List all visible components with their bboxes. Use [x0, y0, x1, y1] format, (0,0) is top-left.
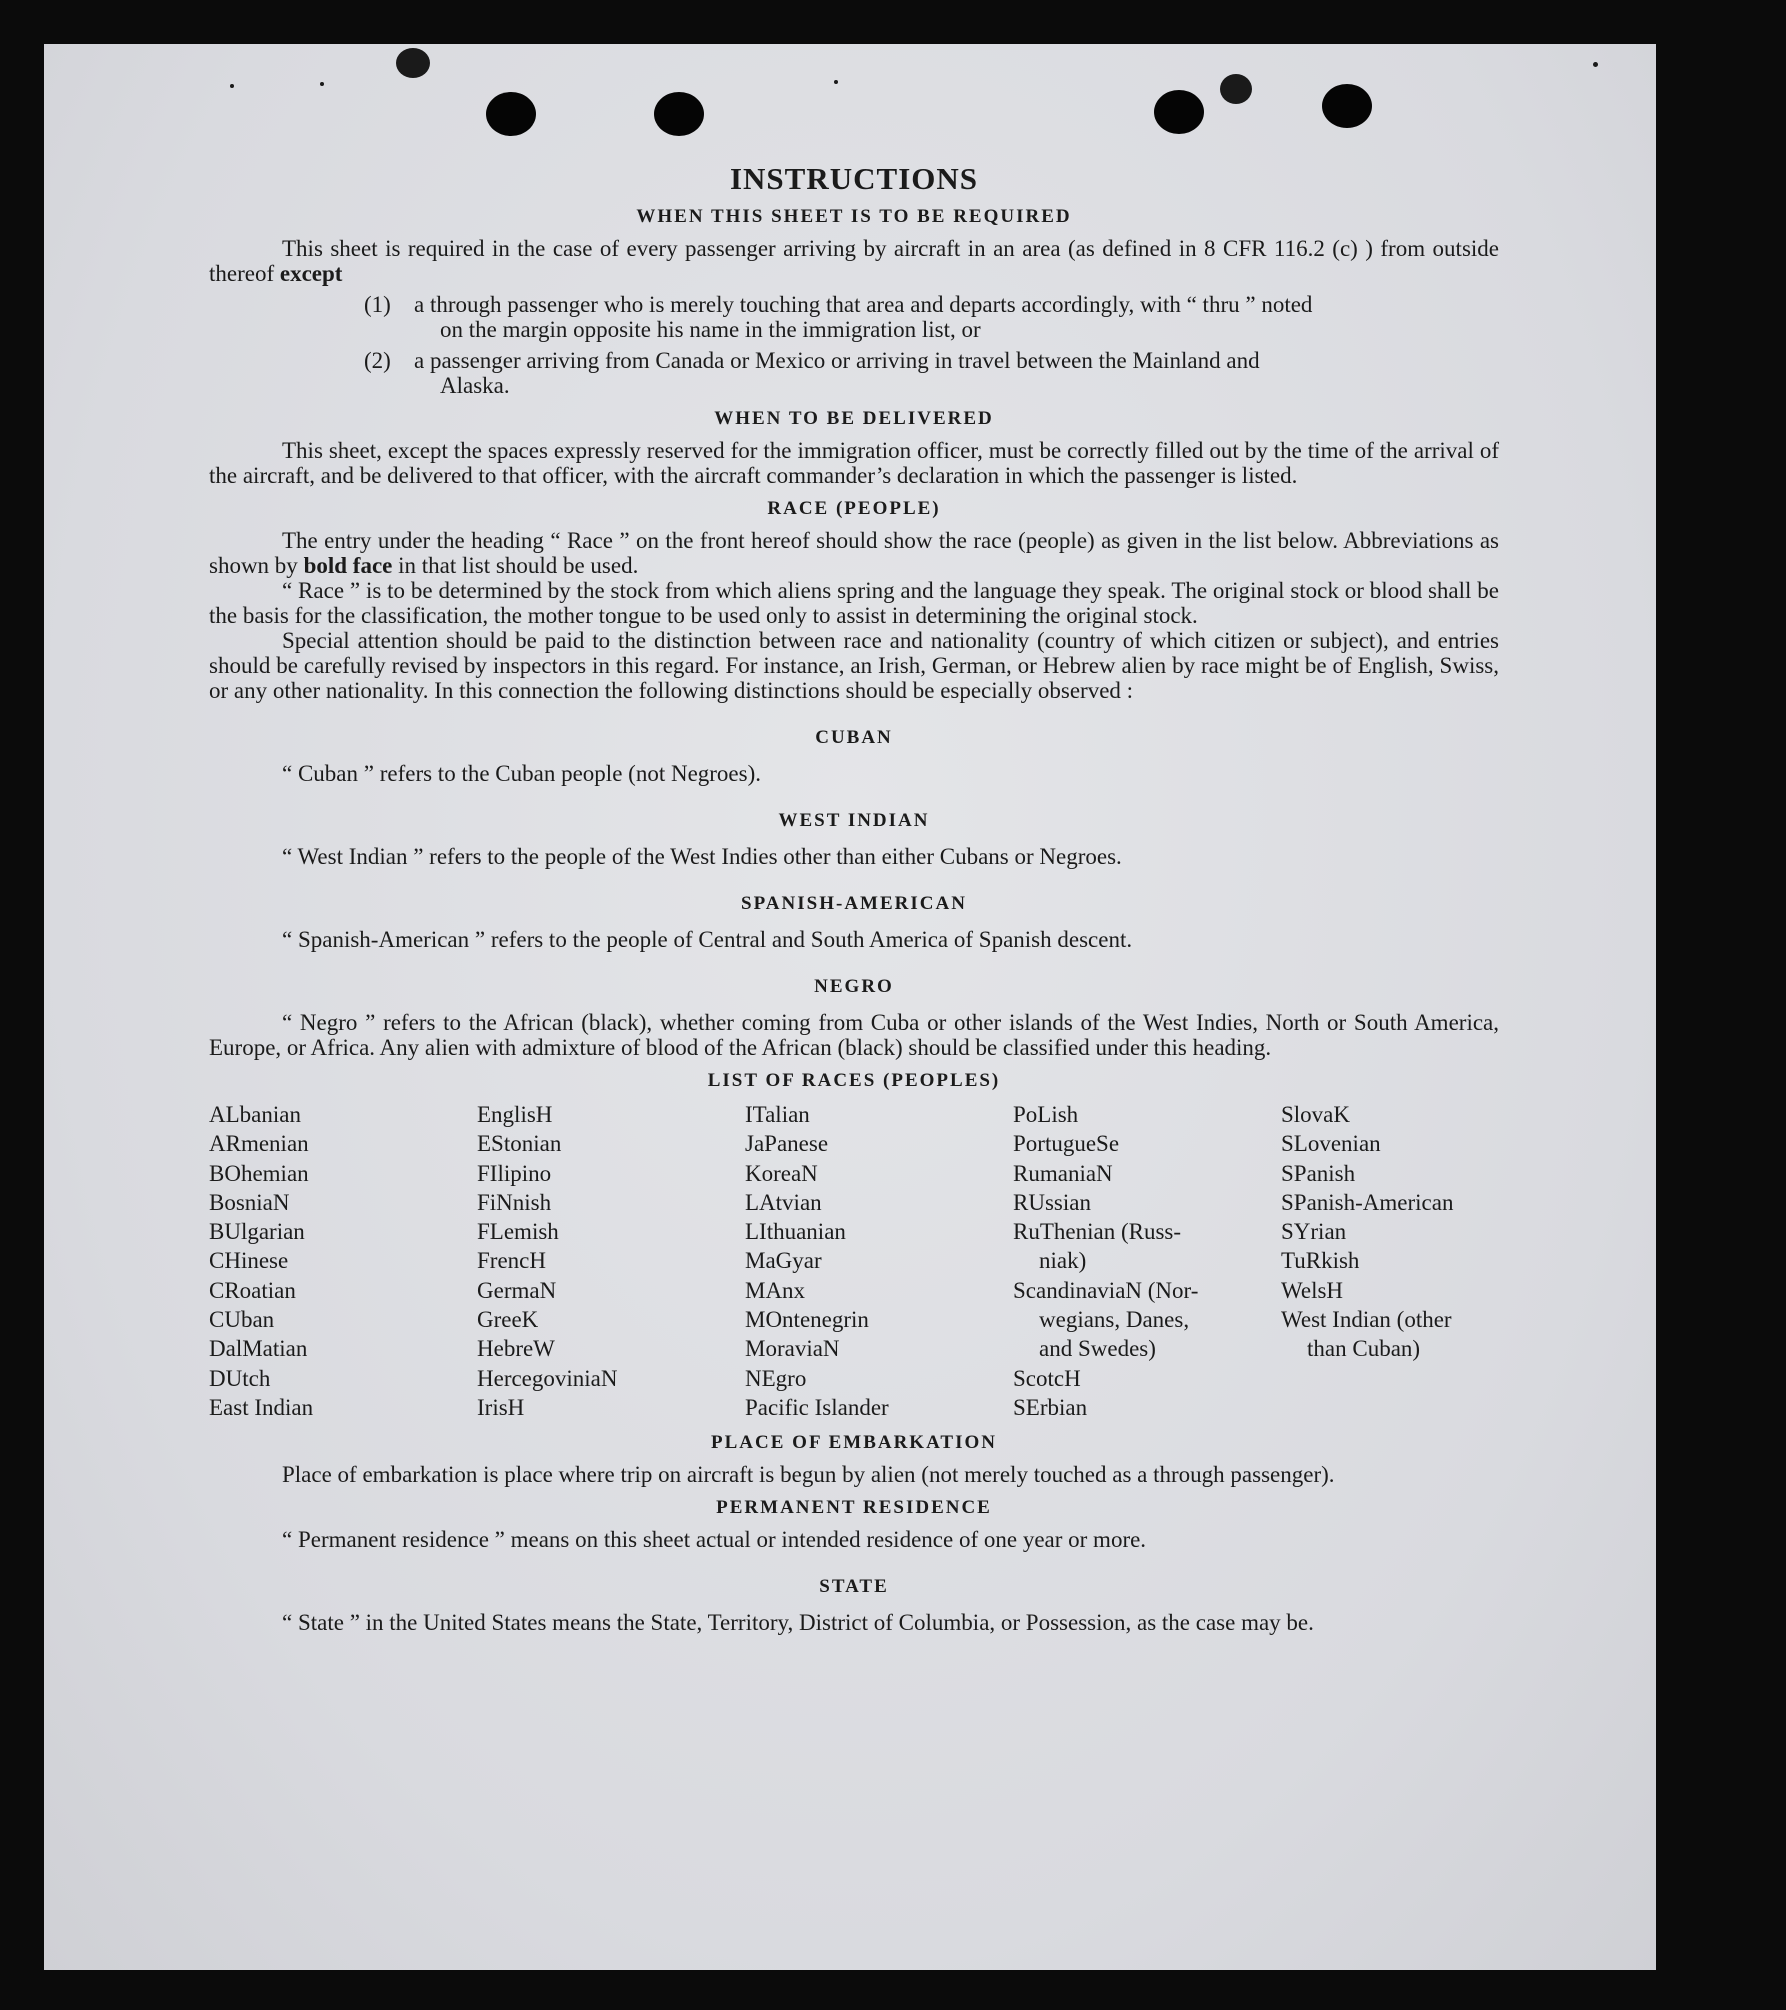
race-entry: MaGyar — [745, 1248, 822, 1274]
exception-number: (1) — [364, 292, 391, 317]
race-entry: SErbian — [1013, 1394, 1088, 1420]
race-entry: HercegoviniaN — [477, 1365, 618, 1391]
race-entry: BosniaN — [209, 1189, 290, 1215]
exception-line: a through passenger who is merely touching that area and departs accordingly, with “ thru ” noted — [414, 292, 1313, 317]
race-entry: DalMatian — [209, 1336, 308, 1362]
when-required-intro-bold: except — [279, 261, 343, 286]
race-entry: JaPanese — [745, 1131, 829, 1157]
paper-speck — [834, 80, 838, 84]
race-entry: DUtch — [209, 1365, 271, 1391]
race-entry: SLovenian — [1281, 1131, 1381, 1157]
punch-hole-small — [396, 48, 430, 78]
race-entry: FiNnish — [477, 1189, 552, 1215]
race-entry: SYrian — [1281, 1219, 1347, 1245]
heading-permanent-residence: PERMANENT RESIDENCE — [716, 1497, 992, 1519]
heading-list-of-races: LIST OF RACES (PEOPLES) — [707, 1070, 1001, 1091]
heading-when-required: WHEN THIS SHEET IS TO BE REQUIRED — [636, 206, 1072, 227]
exception-line: Alaska. — [440, 373, 510, 398]
race-entry: GreeK — [477, 1307, 539, 1333]
race-entry: FIlipino — [477, 1160, 552, 1186]
race-entry: ARmenian — [209, 1131, 309, 1157]
race-entry: West Indian (other — [1281, 1307, 1452, 1333]
race-entry: Pacific Islander — [745, 1394, 889, 1420]
race-entry-continued: and Swedes) — [1039, 1336, 1156, 1362]
race-entry: LIthuanian — [745, 1219, 846, 1245]
heading-state: STATE — [819, 1576, 889, 1598]
when-delivered-text: This sheet, except the spaces expressly reserved for the immigration officer, must be correctly filled out by the time of the arrival of the aircraft, and be delivered to that officer, with the aircraft commander’s declaration in which the passenger is listed. — [209, 438, 1499, 488]
permanent-residence-text: “ Permanent residence ” means on this sheet actual or intended residence of one year or more. — [282, 1527, 1147, 1553]
race-entry: CUban — [209, 1307, 275, 1333]
heading-when-delivered: WHEN TO BE DELIVERED — [714, 408, 994, 429]
race-entry: NEgro — [745, 1365, 807, 1391]
race-entry: ALbanian — [209, 1102, 301, 1127]
race-entry-continued: wegians, Danes, — [1039, 1307, 1190, 1333]
race-entry: HebreW — [477, 1336, 555, 1362]
cuban-text: “ Cuban ” refers to the Cuban people (not Negroes). — [282, 761, 762, 786]
exception-line: a passenger arriving from Canada or Mexico or arriving in travel between the Mainland and — [414, 348, 1260, 373]
races-column-4 — [1013, 1100, 1281, 1422]
races-column-2 — [477, 1100, 745, 1422]
race-paragraph-1 — [209, 528, 1499, 578]
race-entry: RuThenian (Russ- — [1013, 1219, 1182, 1245]
exception-item-2 — [209, 348, 1499, 398]
west-indian-text: “ West Indian ” refers to the people of the West Indies other than either Cubans or Negroes. — [282, 844, 1122, 869]
race-paragraph-3: Special attention should be paid to the distinction between race and nationality (country of which citizen or subject), and entries should be carefully revised by inspectors in this regard. For instance, an Irish, German, or Hebrew alien by race might be of English, Swiss, or any other nationality. In this connection the following distinctions should be especially observed : — [209, 628, 1499, 703]
race-entry: CHinese — [209, 1248, 289, 1274]
race-entry: IrisH — [477, 1394, 525, 1420]
place-of-embarkation-text: Place of embarkation is place where trip on aircraft is begun by alien (not merely touched as a through passenger). — [282, 1462, 1335, 1488]
race-entry: ScotcH — [1013, 1365, 1081, 1391]
race-entry: ScandinaviaN (Nor- — [1013, 1277, 1199, 1303]
punch-hole — [1154, 90, 1204, 134]
race-p1-text-end: in that list should be used. — [392, 553, 639, 578]
races-column-3 — [745, 1100, 1013, 1422]
exception-item-1 — [209, 292, 1499, 342]
punch-hole — [654, 92, 704, 136]
race-entry: SlovaK — [1281, 1102, 1350, 1127]
race-entry-continued: niak) — [1039, 1248, 1087, 1274]
when-required-intro — [209, 236, 1499, 286]
heading-spanish-american: SPANISH-AMERICAN — [741, 893, 967, 914]
when-required-intro-text: This sheet is required in the case of every passenger arriving by aircraft in an area (as defined in 8 CFR 116.2 (c) ) from outside thereof — [209, 236, 1499, 286]
race-entry: ITalian — [745, 1102, 810, 1127]
paper-speck — [320, 82, 324, 86]
page-title: INSTRUCTIONS — [729, 161, 978, 196]
punch-hole — [1322, 84, 1372, 128]
race-entry: WelsH — [1281, 1277, 1344, 1303]
race-entry: RumaniaN — [1013, 1160, 1113, 1186]
race-p1-text: The entry under the heading “ Race ” on the front hereof should show the race (people) as given in the list below. Abbreviations as shown by — [209, 528, 1499, 578]
race-entry: SPanish-American — [1281, 1189, 1454, 1215]
race-entry: EStonian — [477, 1131, 562, 1157]
race-entry: RUssian — [1013, 1189, 1091, 1215]
race-entry-continued: than Cuban) — [1307, 1336, 1421, 1362]
races-list — [209, 1100, 1499, 1422]
heading-place-of-embarkation: PLACE OF EMBARKATION — [711, 1432, 997, 1454]
race-entry: MOntenegrin — [745, 1307, 869, 1333]
instructions-body — [209, 162, 1499, 1635]
races-column-5 — [1281, 1100, 1499, 1422]
exception-text — [414, 348, 1499, 398]
race-entry: KoreaN — [745, 1160, 818, 1186]
race-entry: BUlgarian — [209, 1219, 305, 1245]
races-column-1 — [209, 1100, 477, 1422]
race-entry: FrencH — [477, 1248, 546, 1274]
heading-race: RACE (PEOPLE) — [767, 498, 941, 519]
race-entry: PoLish — [1013, 1102, 1079, 1127]
state-text: “ State ” in the United States means the State, Territory, District of Columbia, or Possession, as the case may be. — [282, 1610, 1314, 1636]
race-paragraph-2: “ Race ” is to be determined by the stock from which aliens spring and the language they speak. The original stock or blood shall be the basis for the classification, the mother tongue to be used only to assist in determining the original stock. — [209, 578, 1499, 628]
race-entry: PortugueSe — [1013, 1131, 1120, 1157]
race-entry: East Indian — [209, 1394, 314, 1420]
race-entry: MAnx — [745, 1277, 806, 1303]
punch-hole-small — [1220, 74, 1252, 104]
negro-text: “ Negro ” refers to the African (black), whether coming from Cuba or other islands of the West Indies, North or South America, Europe, or Africa. Any alien with admixture of blood of the African (black) should be classified under this heading. — [209, 1010, 1499, 1060]
paper-speck — [1593, 62, 1598, 67]
race-entry: LAtvian — [745, 1189, 822, 1215]
heading-cuban: CUBAN — [815, 727, 893, 748]
heading-west-indian: WEST INDIAN — [778, 810, 930, 831]
race-entry: GermaN — [477, 1277, 557, 1303]
paper-speck — [230, 84, 234, 88]
race-entry: FLemish — [477, 1219, 559, 1245]
heading-negro: NEGRO — [814, 976, 894, 997]
race-entry: SPanish — [1281, 1160, 1356, 1186]
exception-text — [414, 292, 1499, 342]
exception-number: (2) — [364, 348, 391, 373]
race-p1-bold: bold face — [303, 553, 393, 578]
race-entry: MoraviaN — [745, 1336, 840, 1362]
race-entry: BOhemian — [209, 1160, 309, 1186]
spanish-american-text: “ Spanish-American ” refers to the people of Central and South America of Spanish descent. — [282, 927, 1133, 952]
race-entry: CRoatian — [209, 1277, 296, 1303]
race-entry: TuRkish — [1281, 1248, 1360, 1274]
exception-line: on the margin opposite his name in the immigration list, or — [440, 317, 981, 342]
punch-hole — [486, 92, 536, 136]
race-entry: EnglisH — [477, 1102, 553, 1127]
